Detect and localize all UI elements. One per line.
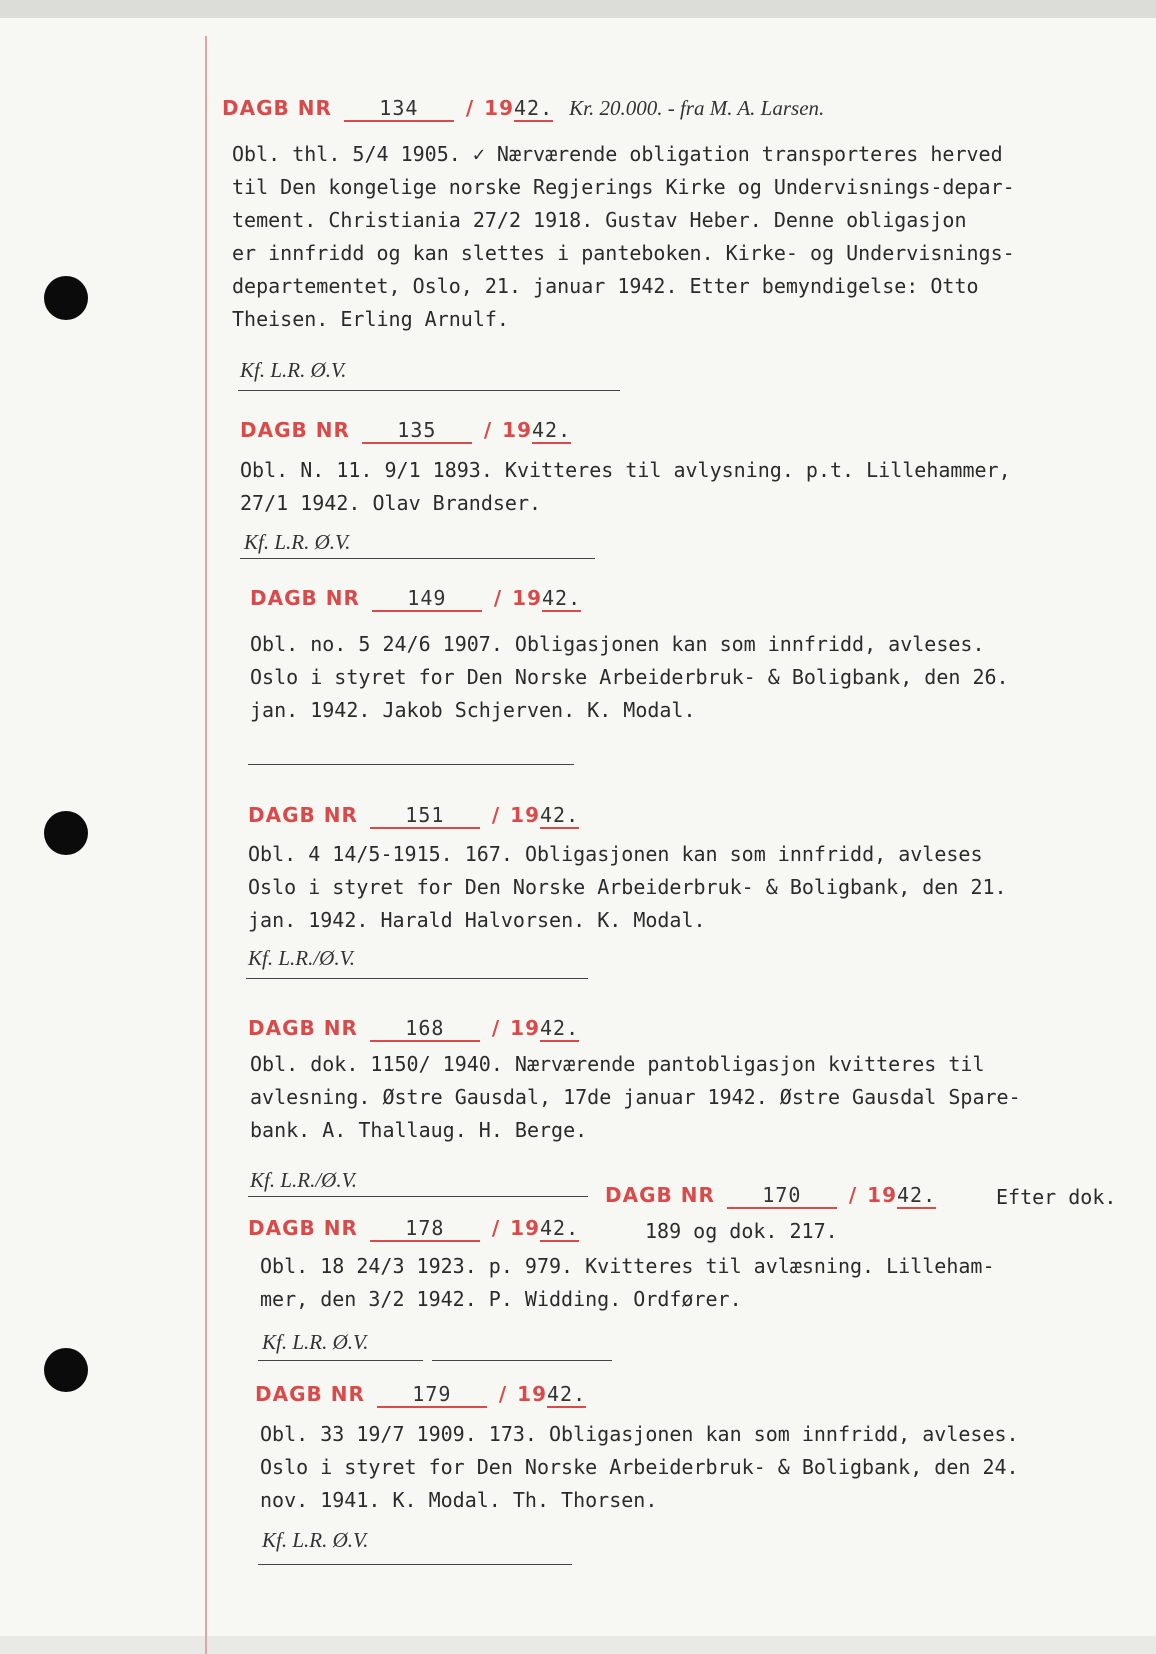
entry-text-135: Obl. N. 11. 9/1 1893. Kvitteres til avlysning. p.t. Lillehammer, 27/1 1942. Olav Brandser. (240, 458, 1011, 515)
entry-text-168: Obl. dok. 1150/ 1940. Nærværende pantobligasjon kvitteres til avlesning. Østre Gausdal, 17de januar 1942. Østre Gausdal Spare- bank. A. Thallaug. H. Berge. (250, 1052, 1021, 1142)
stamp-entry-168: DAGB NR 168 / 1942. (248, 1016, 580, 1040)
signature-179: Kf. L.R. Ø.V. (262, 1528, 369, 1552)
entry-text-149: Obl. no. 5 24/6 1907. Obligasjonen kan som innfridd, avleses. Oslo i styret for Den Norske Arbeiderbruk- & Boligbank, den 26. jan. 1942. Jakob Schjerven. K. Modal. (250, 632, 1009, 722)
signature-151: Kf. L.R./Ø.V. (248, 946, 355, 970)
entry-number: 134 (344, 96, 454, 122)
divider (248, 1196, 588, 1197)
stamp-entry-178: DAGB NR 178 / 1942. (248, 1216, 580, 1240)
signature-134: Kf. L.R. Ø.V. (240, 358, 347, 382)
entry-text-134: Obl. thl. 5/4 1905. ✓ Nærværende obligation transporteres herved til Den kongelige norske Regjerings Kirke og Undervisnings-depar- tement. Christiania 27/2 1918. Gustav Heber. Denne obligasjon er innfridd og kan slettes i panteboken. Kirke- og Undervisnings- departementet, Oslo, 21. januar 1942. Etter bemyndigelse: Otto Theisen. Erling Arnulf. (232, 142, 1015, 331)
margin-line (205, 36, 207, 1654)
divider (238, 390, 620, 391)
stamp-entry-170: DAGB NR 170 / 1942. (605, 1183, 937, 1207)
amount-annotation: Kr. 20.000. - fra M. A. Larsen. (569, 96, 825, 120)
divider (240, 558, 595, 559)
divider (432, 1360, 612, 1361)
punch-hole-top (44, 276, 88, 320)
punch-hole-bottom (44, 1348, 88, 1392)
entry-text-179: Obl. 33 19/7 1909. 173. Obligasjonen kan som innfridd, avleses. Oslo i styret for Den Norske Arbeiderbruk- & Boligbank, den 24. nov. 1941. K. Modal. Th. Thorsen. (260, 1422, 1019, 1512)
stamp-entry-135: DAGB NR 135 / 1942. (240, 418, 572, 442)
punch-hole-middle (44, 811, 88, 855)
signature-168: Kf. L.R./Ø.V. (250, 1168, 357, 1192)
stamp-entry-134: DAGB NR 134 / 1942. Kr. 20.000. - fra M. A. Larsen. (222, 96, 825, 120)
signature-178: Kf. L.R. Ø.V. (262, 1330, 369, 1354)
annotation-178: 189 og dok. 217. (645, 1219, 838, 1243)
divider (258, 1360, 423, 1361)
stamp-entry-149: DAGB NR 149 / 1942. (250, 586, 582, 610)
stamp-entry-179: DAGB NR 179 / 1942. (255, 1382, 587, 1406)
divider (258, 1564, 572, 1565)
entry-text-178: Obl. 18 24/3 1923. p. 979. Kvitteres til avlæsning. Lilleham- mer, den 3/2 1942. P. Widding. Ordfører. (260, 1254, 995, 1311)
stamp-label: DAGB NR (222, 96, 332, 120)
divider (248, 764, 574, 765)
stamp-entry-151: DAGB NR 151 / 1942. (248, 803, 580, 827)
entry-text-151: Obl. 4 14/5-1915. 167. Obligasjonen kan som innfridd, avleses Oslo i styret for Den Norske Arbeiderbruk- & Boligbank, den 21. jan. 1942. Harald Halvorsen. K. Modal. (248, 842, 1007, 932)
entry-year: 42. (514, 96, 554, 120)
divider (246, 978, 588, 979)
annotation-170: Efter dok. (996, 1185, 1117, 1209)
signature-135: Kf. L.R. Ø.V. (244, 530, 351, 554)
